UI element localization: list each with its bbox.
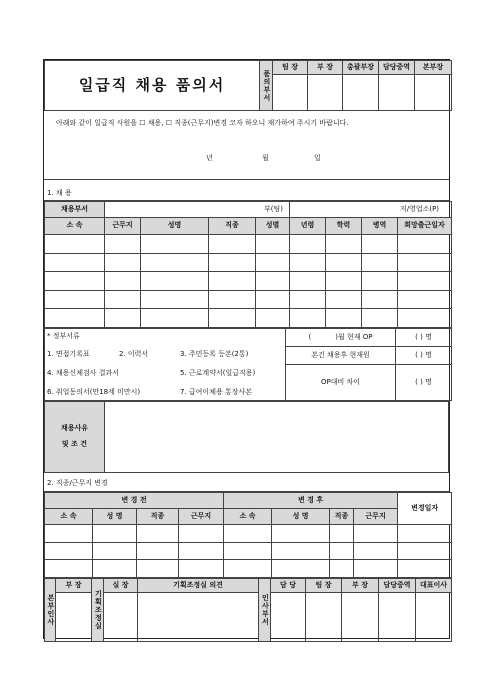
documents-table xyxy=(44,328,452,401)
approval-head-2: 부 장 xyxy=(308,61,343,75)
doc-3: 3. 주민등록 등본(2통) xyxy=(180,350,249,358)
reason-field[interactable] xyxy=(105,402,449,473)
approval-head-1: 팀 장 xyxy=(273,61,308,75)
doc-2: 2. 이력서 xyxy=(119,350,149,358)
table-row[interactable] xyxy=(45,272,452,291)
before-header: 변 경 전 xyxy=(45,493,224,509)
doc-5: 5. 근로계약서(일급직용) xyxy=(180,369,256,377)
table-row[interactable] xyxy=(45,560,452,578)
planning-chief-sign[interactable] xyxy=(104,593,138,642)
doc-7: 7. 급여이체용 통장사본 xyxy=(180,388,252,396)
dept-label: 채용부서 xyxy=(45,202,105,218)
approval-head-5: 본부장 xyxy=(415,61,452,75)
section1-title: 1. 채 용 xyxy=(47,189,72,197)
header-table xyxy=(44,60,452,111)
hr-head-3: 부 장 xyxy=(342,579,379,593)
page-title: 일급직 채용 품의서 xyxy=(45,61,260,111)
after-col-job: 직종 xyxy=(330,509,354,525)
table-row[interactable] xyxy=(45,309,452,328)
hr-sign-5[interactable] xyxy=(416,593,452,642)
after-header: 변 경 후 xyxy=(224,493,398,509)
recruit-table xyxy=(44,201,452,328)
approval-sign-1[interactable] xyxy=(273,75,308,111)
hr-sign-2[interactable] xyxy=(306,593,342,642)
hr-sign-1[interactable] xyxy=(271,593,306,642)
reason-table xyxy=(44,401,449,473)
hr-head-1: 담 당 xyxy=(271,579,306,593)
doc-4: 4. 채용신체검사 결과서 xyxy=(47,369,119,377)
col-affiliation: 소 속 xyxy=(45,218,105,235)
before-col-job: 직종 xyxy=(137,509,179,525)
approval-head-3: 총괄부장 xyxy=(343,61,379,75)
col-education: 학력 xyxy=(326,218,362,235)
op-current-label: ( )월 현재 OP xyxy=(286,329,396,347)
planning-opinion-field[interactable] xyxy=(138,593,259,642)
after-col-name: 성 명 xyxy=(272,509,330,525)
col-name: 성명 xyxy=(141,218,209,235)
date-year: 년 xyxy=(206,154,213,162)
section1-header xyxy=(44,180,449,201)
hr-head-5: 대표이사 xyxy=(416,579,452,593)
col-gender: 성별 xyxy=(256,218,290,235)
table-row[interactable] xyxy=(45,235,452,254)
documents-cell xyxy=(45,329,286,401)
documents-title: * 정부서류 xyxy=(47,332,80,340)
change-date-header: 변경일자 xyxy=(398,493,452,525)
planning-chief-head: 실 장 xyxy=(104,579,138,593)
table-row[interactable] xyxy=(45,290,452,309)
after-col-affiliation: 소 속 xyxy=(224,509,272,525)
approval-sign-3[interactable] xyxy=(343,75,379,111)
op-after-label: 본건 채용후 현재원 xyxy=(286,347,396,365)
planning-label: 기획조정실 xyxy=(92,579,104,642)
approval-side-label: 품의부서 xyxy=(260,61,273,111)
hq-hr-label: 본부인사 xyxy=(45,579,56,642)
col-military: 병역 xyxy=(362,218,398,235)
date-month: 월 xyxy=(262,154,269,162)
dept-team[interactable]: 부(팀) xyxy=(105,202,290,218)
approval-sign-4[interactable] xyxy=(379,75,415,111)
op-current-value[interactable]: ( ) 명 xyxy=(396,329,452,347)
doc-6: 6. 취업동의서(만18세 미만시) xyxy=(47,388,141,396)
approval-form xyxy=(43,59,450,639)
col-workplace: 근무지 xyxy=(105,218,141,235)
table-row[interactable] xyxy=(45,253,452,272)
hr-sign-3[interactable] xyxy=(342,593,379,642)
section2-header xyxy=(44,473,449,492)
hr-head-4: 담당중역 xyxy=(379,579,416,593)
col-age: 년령 xyxy=(290,218,326,235)
before-col-affiliation: 소 속 xyxy=(45,509,93,525)
bottom-approval-table xyxy=(44,578,452,642)
request-block xyxy=(44,111,449,180)
section2-title: 2. 직종/근무지 변경 xyxy=(47,479,108,487)
before-col-name: 성 명 xyxy=(93,509,137,525)
dept-office[interactable]: 지/영업소(P) xyxy=(290,202,452,218)
before-col-workplace: 근무지 xyxy=(179,509,224,525)
op-diff-value[interactable]: ( ) 명 xyxy=(396,365,452,401)
op-diff-label: OP대비 차이 xyxy=(286,365,396,401)
hr-dept-label: 인사부서 xyxy=(259,579,271,642)
hq-manager-head: 부 장 xyxy=(56,579,92,593)
approval-sign-2[interactable] xyxy=(308,75,343,111)
approval-head-4: 담당중역 xyxy=(379,61,415,75)
hr-sign-4[interactable] xyxy=(379,593,416,642)
hq-manager-sign[interactable] xyxy=(56,593,92,642)
approval-sign-5[interactable] xyxy=(415,75,452,111)
op-after-value[interactable]: ( ) 명 xyxy=(396,347,452,365)
hr-head-2: 팀 장 xyxy=(306,579,342,593)
reason-label: 채용사유 및 조 건 xyxy=(45,402,105,473)
col-start-date: 희망출근일자 xyxy=(398,218,452,235)
table-row[interactable] xyxy=(45,542,452,560)
after-col-workplace: 근무지 xyxy=(354,509,398,525)
request-text: 아래와 같이 일급직 사원을 ☐ 채용, ☐ 직종(근무지)변경 코자 하오니 재가하여 주시기 바랍니다. xyxy=(56,119,349,127)
planning-opinion-head: 기획조정실 의견 xyxy=(138,579,259,593)
doc-1: 1. 면접기록표 xyxy=(47,350,90,358)
table-row[interactable] xyxy=(45,525,452,543)
change-table xyxy=(44,492,452,578)
date-day: 일 xyxy=(314,154,321,162)
col-job: 직종 xyxy=(209,218,256,235)
